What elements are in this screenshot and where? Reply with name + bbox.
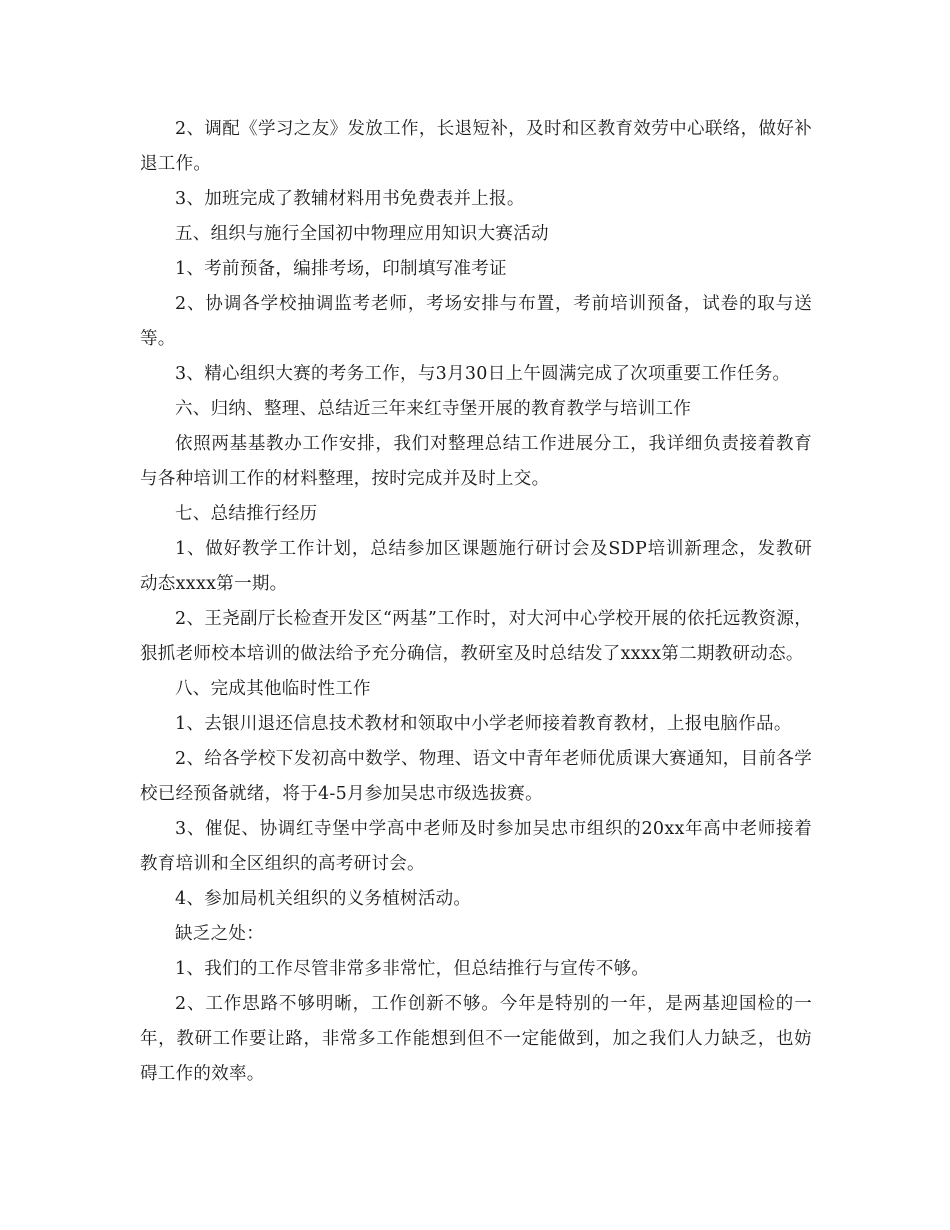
paragraph: 1、考前预备，编排考场，印制填写准考证 (175, 259, 507, 279)
section-heading: 七、总结推行经历 (175, 504, 318, 524)
section-heading: 六、归纳、整理、总结近三年来红寺堡开展的教育教学与培训工作 (175, 399, 692, 419)
section-heading: 五、组织与施行全国初中物理应用知识大赛活动 (175, 224, 549, 244)
paragraph: 2、给各学校下发初高中数学、物理、语文中青年老师优质课大赛通知，目前各学校已经预备就绪，将于4-5月参加吴忠市级选拔赛。 (140, 749, 812, 804)
document-page (140, 112, 812, 1092)
paragraph: 依照两基基教办工作安排，我们对整理总结工作进展分工，我详细负责接着教育与各种培训工作的材料整理，按时完成并及时上交。 (140, 434, 812, 489)
section-heading: 八、完成其他临时性工作 (175, 679, 371, 699)
section-heading: 缺乏之处： (175, 924, 264, 944)
paragraph: 1、去银川退还信息技术教材和领取中小学老师接着教育教材，上报电脑作品。 (175, 714, 792, 734)
paragraph: 1、我们的工作尽管非常多非常忙，但总结推行与宣传不够。 (175, 959, 650, 979)
paragraph: 2、工作思路不够明晰，工作创新不够。今年是特别的一年，是两基迎国检的一年，教研工作要让路，非常多工作能想到但不一定能做到，加之我们人力缺乏，也妨碍工作的效率。 (140, 994, 812, 1084)
paragraph: 2、协调各学校抽调监考老师，考场安排与布置，考前培训预备，试卷的取与送等。 (140, 294, 812, 349)
paragraph: 2、调配《学习之友》发放工作，长退短补，及时和区教育效劳中心联络，做好补退工作。 (140, 119, 812, 174)
paragraph: 3、催促、协调红寺堡中学高中老师及时参加吴忠市组织的20xx年高中老师接着教育培训和全区组织的高考研讨会。 (140, 819, 812, 874)
paragraph: 3、精心组织大赛的考务工作，与3月30日上午圆满完成了次项重要工作任务。 (175, 364, 791, 384)
paragraph: 3、加班完成了教辅材料用书免费表并上报。 (175, 189, 525, 209)
paragraph: 4、参加局机关组织的义务植树活动。 (175, 889, 472, 909)
paragraph: 1、做好教学工作计划，总结参加区课题施行研讨会及SDP培训新理念，发教研动态xxxx第一期。 (140, 539, 812, 594)
paragraph: 2、王尧副厅长检查开发区“两基”工作时，对大河中心学校开展的依托远教资源，狠抓老师校本培训的做法给予充分确信，教研室及时总结发了xxxx第二期教研动态。 (140, 609, 812, 664)
